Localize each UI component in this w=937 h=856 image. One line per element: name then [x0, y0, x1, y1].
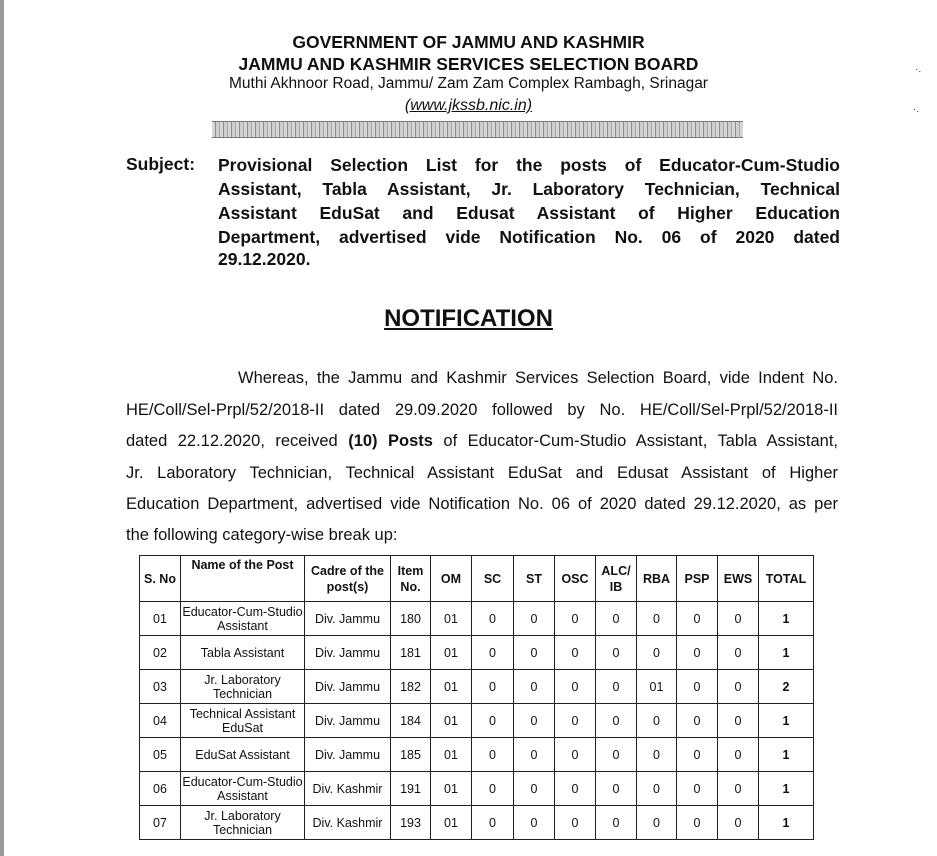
cell-osc: 0 [555, 670, 596, 704]
cell-post-name: Jr. Laboratory Technician [181, 670, 305, 704]
col-header-rba: RBA [637, 556, 677, 602]
cell-post-name: Educator-Cum-Studio Assistant [181, 602, 305, 636]
cell-post-name: Technical Assistant EduSat [181, 704, 305, 738]
cell-cadre: Div. Jammu [305, 738, 391, 772]
table-row [140, 602, 814, 636]
subject-line: Provisional Selection List for the posts of Educator-Cum-Studio [218, 155, 840, 175]
cell-alc-ib: 0 [596, 602, 637, 636]
cell-sno: 07 [140, 806, 181, 840]
cell-om: 01 [431, 670, 472, 704]
cell-total: 1 [759, 636, 814, 670]
cell-psp: 0 [677, 806, 718, 840]
cell-cadre: Div. Kashmir [305, 806, 391, 840]
cell-sno: 04 [140, 704, 181, 738]
cell-rba: 01 [637, 670, 677, 704]
cell-alc-ib: 0 [596, 772, 637, 806]
board-address: Muthi Akhnoor Road, Jammu/ Zam Zam Complex Rambagh, Srinagar [229, 75, 708, 92]
cell-osc: 0 [555, 738, 596, 772]
table-row [140, 670, 814, 704]
cell-om: 01 [431, 602, 472, 636]
cell-om: 01 [431, 806, 472, 840]
cell-psp: 0 [677, 602, 718, 636]
cell-st: 0 [514, 704, 555, 738]
cell-rba: 0 [637, 806, 677, 840]
cell-sc: 0 [472, 738, 514, 772]
body-line: Education Department, advertised vide Notification No. 06 of 2020 dated 29.12.2020, as per [126, 495, 838, 513]
scan-speck: ·. [915, 64, 922, 75]
body-line: HE/Coll/Sel-Prpl/52/2018-II dated 29.09.2020 followed by No. HE/Coll/Sel-Prpl/52/2018-II [126, 401, 838, 419]
col-header-sno: S. No [140, 556, 181, 602]
website-link[interactable]: (www.jkssb.nic.in) [404, 97, 533, 114]
cell-st: 0 [514, 772, 555, 806]
cell-post-name: EduSat Assistant [181, 738, 305, 772]
col-header-st: ST [514, 556, 555, 602]
cell-sc: 0 [472, 806, 514, 840]
scan-speck: ·. [913, 104, 920, 115]
cell-psp: 0 [677, 738, 718, 772]
cell-ews: 0 [718, 602, 759, 636]
cell-sno: 02 [140, 636, 181, 670]
col-header-cadre: Cadre of the post(s) [305, 556, 391, 602]
cell-st: 0 [514, 670, 555, 704]
cell-rba: 0 [637, 704, 677, 738]
cell-rba: 0 [637, 772, 677, 806]
subject-label: Subject: [126, 154, 196, 174]
table-row [140, 772, 814, 806]
cell-sno: 03 [140, 670, 181, 704]
cell-cadre: Div. Jammu [305, 636, 391, 670]
cell-post-name: Jr. Laboratory Technician [181, 806, 305, 840]
cell-sno: 05 [140, 738, 181, 772]
cell-sc: 0 [472, 636, 514, 670]
col-header-ews: EWS [718, 556, 759, 602]
cell-item-no: 193 [391, 806, 431, 840]
cell-ews: 0 [718, 704, 759, 738]
cell-item-no: 184 [391, 704, 431, 738]
cell-om: 01 [431, 772, 472, 806]
notification-title: NOTIFICATION [384, 305, 553, 332]
cell-item-no: 185 [391, 738, 431, 772]
body-text: of Educator-Cum-Studio Assistant, Tabla Assistant, [432, 432, 839, 450]
cell-alc-ib: 0 [596, 738, 637, 772]
subject-line: Assistant EduSat and Edusat Assistant of Higher Education [218, 203, 840, 223]
body-text: dated 22.12.2020, received [126, 432, 349, 450]
posts-count: (10) Posts [348, 432, 433, 450]
cell-psp: 0 [677, 704, 718, 738]
cell-total: 1 [759, 806, 814, 840]
cell-st: 0 [514, 602, 555, 636]
cell-sno: 06 [140, 772, 181, 806]
cell-item-no: 180 [391, 602, 431, 636]
body-line: Jr. Laboratory Technician, Technical Assistant EduSat and Edusat Assistant of Higher [126, 464, 838, 482]
cell-rba: 0 [637, 636, 677, 670]
table-row [140, 704, 814, 738]
cell-total: 1 [759, 772, 814, 806]
col-header-post: Name of the Post [181, 556, 305, 602]
cell-sc: 0 [472, 602, 514, 636]
cell-ews: 0 [718, 738, 759, 772]
government-heading: GOVERNMENT OF JAMMU AND KASHMIR [292, 32, 645, 52]
cell-osc: 0 [555, 772, 596, 806]
cell-sc: 0 [472, 670, 514, 704]
cell-osc: 0 [555, 636, 596, 670]
cell-cadre: Div. Kashmir [305, 772, 391, 806]
cell-sno: 01 [140, 602, 181, 636]
cell-alc-ib: 0 [596, 670, 637, 704]
cell-psp: 0 [677, 636, 718, 670]
col-header-osc: OSC [555, 556, 596, 602]
col-header-item: Item No. [391, 556, 431, 602]
cell-om: 01 [431, 738, 472, 772]
subject-line: Assistant, Tabla Assistant, Jr. Laboratory Technician, Technical [218, 179, 840, 199]
cell-total: 1 [759, 602, 814, 636]
cell-st: 0 [514, 636, 555, 670]
cell-alc-ib: 0 [596, 636, 637, 670]
cell-om: 01 [431, 636, 472, 670]
cell-post-name: Tabla Assistant [181, 636, 305, 670]
cell-psp: 0 [677, 772, 718, 806]
col-header-alc-ib: ALC/ IB [596, 556, 637, 602]
cell-alc-ib: 0 [596, 806, 637, 840]
table-row [140, 738, 814, 772]
cell-sc: 0 [472, 772, 514, 806]
subject-line: Department, advertised vide Notification No. 06 of 2020 dated [218, 227, 840, 247]
cell-item-no: 181 [391, 636, 431, 670]
col-header-total: TOTAL [759, 556, 814, 602]
cell-psp: 0 [677, 670, 718, 704]
cell-total: 2 [759, 670, 814, 704]
cell-ews: 0 [718, 772, 759, 806]
cell-total: 1 [759, 738, 814, 772]
cell-alc-ib: 0 [596, 704, 637, 738]
cell-om: 01 [431, 704, 472, 738]
subject-line: 29.12.2020. [218, 249, 311, 269]
table-header-row [140, 556, 814, 602]
cell-ews: 0 [718, 670, 759, 704]
board-heading: JAMMU AND KASHMIR SERVICES SELECTION BOARD [238, 54, 699, 74]
cell-st: 0 [514, 806, 555, 840]
cell-st: 0 [514, 738, 555, 772]
cell-post-name: Educator-Cum-Studio Assistant [181, 772, 305, 806]
col-header-sc: SC [472, 556, 514, 602]
cell-rba: 0 [637, 602, 677, 636]
page-left-edge [0, 0, 4, 856]
cell-osc: 0 [555, 704, 596, 738]
cell-ews: 0 [718, 636, 759, 670]
body-line [126, 431, 838, 451]
letterhead-divider [212, 121, 743, 138]
col-header-om: OM [431, 556, 472, 602]
col-header-psp: PSP [677, 556, 718, 602]
cell-osc: 0 [555, 806, 596, 840]
cell-item-no: 191 [391, 772, 431, 806]
cell-sc: 0 [472, 704, 514, 738]
body-line: Whereas, the Jammu and Kashmir Services Selection Board, vide Indent No. [238, 369, 838, 387]
cell-cadre: Div. Jammu [305, 602, 391, 636]
cell-ews: 0 [718, 806, 759, 840]
cell-total: 1 [759, 704, 814, 738]
category-breakup-table [139, 555, 814, 840]
cell-osc: 0 [555, 602, 596, 636]
cell-cadre: Div. Jammu [305, 670, 391, 704]
body-line: the following category-wise break up: [126, 526, 398, 544]
table-row [140, 636, 814, 670]
table-row [140, 806, 814, 840]
cell-cadre: Div. Jammu [305, 704, 391, 738]
cell-rba: 0 [637, 738, 677, 772]
cell-item-no: 182 [391, 670, 431, 704]
